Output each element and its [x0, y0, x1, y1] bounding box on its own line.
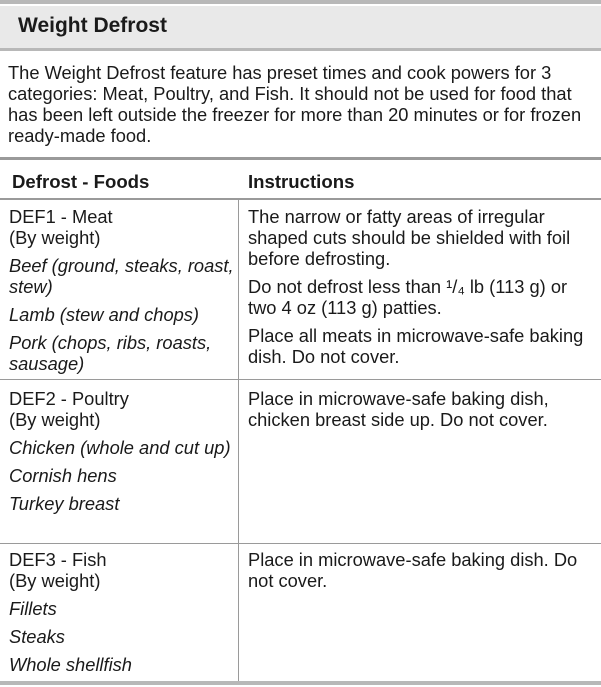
row-code: DEF3 - Fish — [9, 549, 107, 570]
table-bottom-rule — [0, 681, 601, 685]
row-divider — [0, 543, 601, 544]
food-item: Pork (chops, ribs, roasts, sausage) — [9, 332, 212, 374]
section-header — [0, 6, 601, 48]
instruction-text: Do not defrost less than ¹/₄ lb (113 g) or two 4 oz (113 g) patties. — [248, 276, 568, 318]
food-item: Cornish hens — [9, 465, 117, 486]
food-item: Steaks — [9, 626, 65, 647]
column-divider — [238, 200, 239, 681]
table-row-meat-instructions — [248, 206, 593, 374]
header-foods: Defrost - Foods — [12, 171, 150, 192]
table-row-fish-instructions — [248, 549, 593, 598]
row-divider — [0, 379, 601, 380]
food-item: Lamb (stew and chops) — [9, 304, 200, 325]
instruction-text: Place in microwave-safe baking dish, chicken breast side up. Do not cover. — [248, 388, 549, 430]
row-by-weight: (By weight) — [9, 570, 101, 591]
row-by-weight: (By weight) — [9, 227, 101, 248]
table-row-meat-foods — [9, 206, 234, 374]
header-instructions: Instructions — [248, 171, 355, 192]
top-rule — [0, 0, 601, 4]
table-row-poultry-instructions — [248, 388, 596, 437]
table-row-poultry-foods — [9, 388, 234, 514]
food-item: Turkey breast — [9, 493, 120, 514]
food-item: Whole shellfish — [9, 654, 132, 675]
food-item: Fillets — [9, 598, 57, 619]
table-top-rule — [0, 157, 601, 160]
instruction-text: The narrow or fatty areas of irregular shaped cuts should be shielded with foil before defrosting. — [248, 206, 571, 269]
food-item: Beef (ground, steaks, roast, stew) — [9, 255, 234, 297]
header-rule-bottom — [0, 198, 601, 200]
section-title: Weight Defrost — [18, 14, 167, 37]
row-code: DEF1 - Meat — [9, 206, 113, 227]
intro-paragraph: The Weight Defrost feature has preset times and cook powers for 3 categories: Meat, Poultry, and Fish. It should not be used for food that has been left outside the freezer for more than 20 minutes or for frozen ready-made food. — [8, 62, 582, 146]
header-rule — [0, 48, 601, 51]
row-by-weight: (By weight) — [9, 409, 101, 430]
instruction-text: Place in microwave-safe baking dish. Do not cover. — [248, 549, 578, 591]
row-code: DEF2 - Poultry — [9, 388, 129, 409]
instruction-text: Place all meats in microwave-safe baking dish. Do not cover. — [248, 325, 584, 367]
table-row-fish-foods — [9, 549, 234, 675]
food-item: Chicken (whole and cut up) — [9, 437, 231, 458]
